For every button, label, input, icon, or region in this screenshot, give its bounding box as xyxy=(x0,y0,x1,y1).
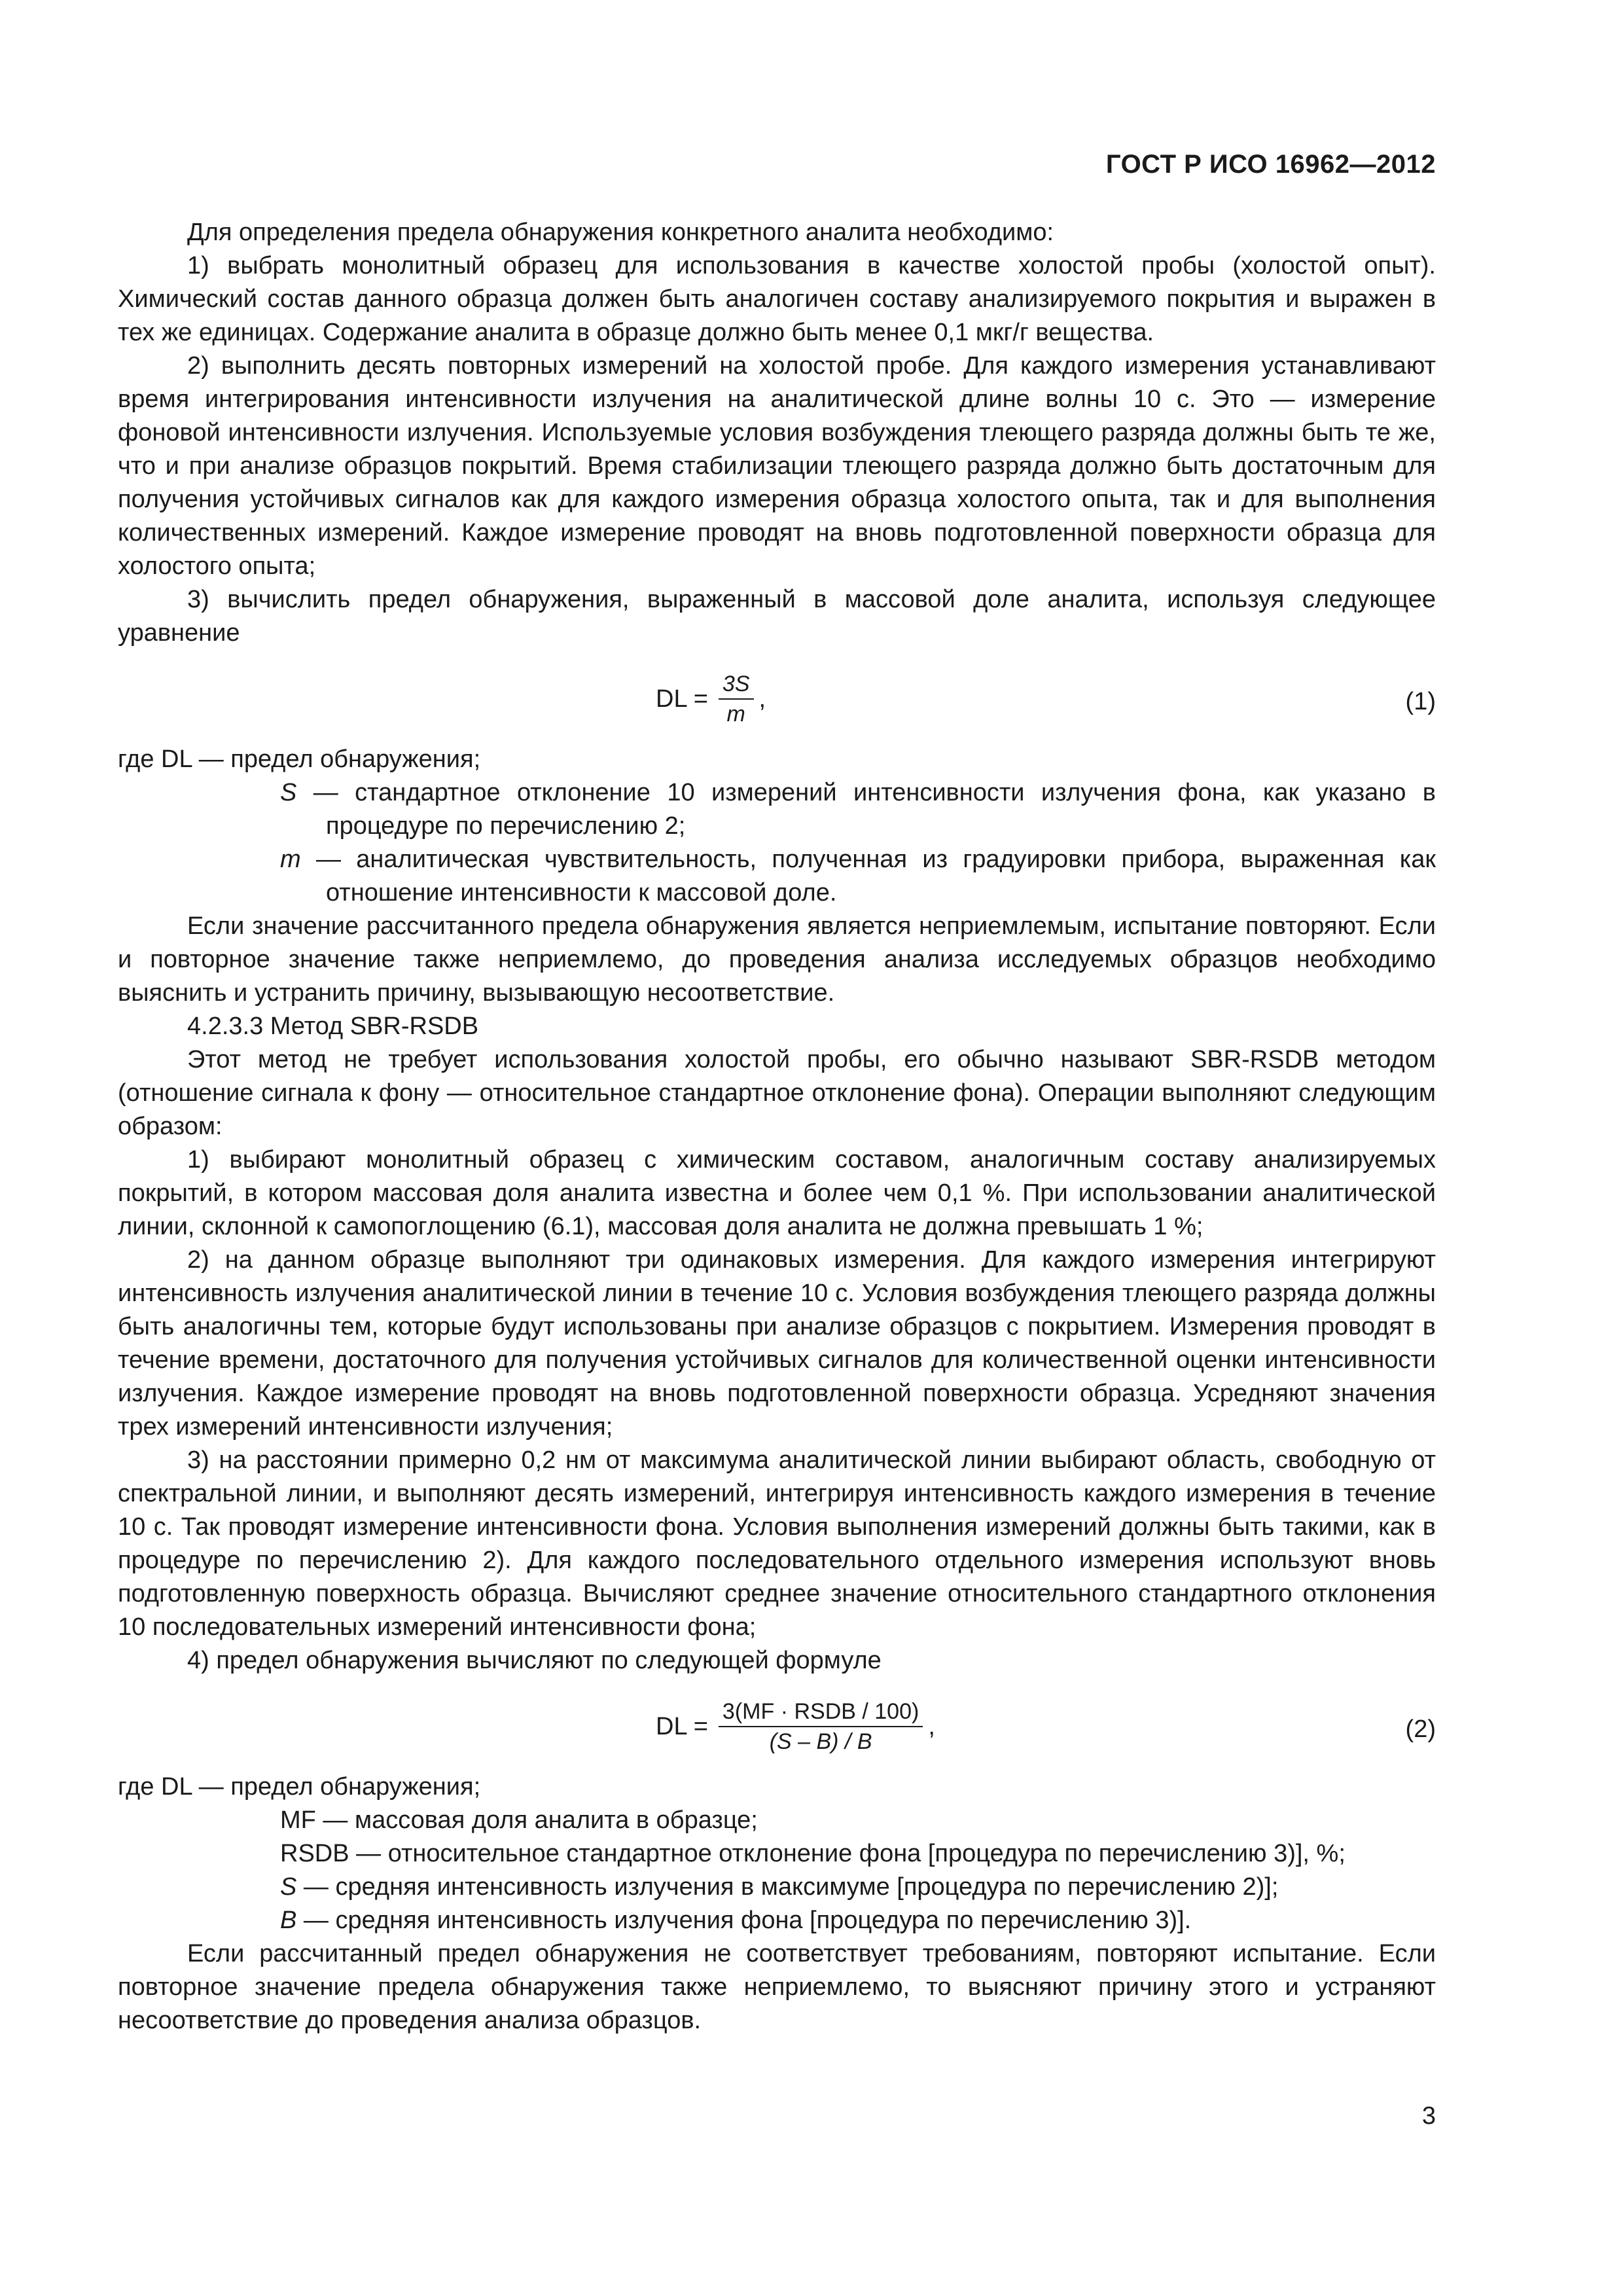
paragraph: Для определения предела обнаружения конкретного аналита необходимо: xyxy=(187,219,1054,246)
definition-s-text: — стандартное отклонение 10 измерений интенсивности излучения фона, как указано в процедуре по перечислению 2; xyxy=(296,779,1436,840)
fraction-bar xyxy=(719,698,754,700)
paragraph: 2) выполнить десять повторных измерений на холостой пробе. Для каждого измерения устанавливают время интегрирования интенсивности излучения на аналитической длине волны 10 с. Это — измерение фоновой интенсивности излучения. Используемые условия возбуждения тлеющего разряда должны быть те же, что и при анализе образцов покрытий. Время стабилизации тлеющего разряда должно быть достаточным для получения устойчивых сигналов как для каждого измерения образца холостого опыта, так и для выполнения количественных измерений. Каждое измерение проводят на вновь подготовленной поверхности образца для холостого опыта; xyxy=(118,352,1436,580)
equation-1-numerator: 3S xyxy=(722,672,750,696)
document-body xyxy=(118,216,1436,2037)
paragraph: 2) на данном образце выполняют три одинаковых измерения. Для каждого измерения интегрируют интенсивность излучения аналитической линии в течение 10 с. Условия возбуждения тлеющего разряда должны быть аналогичны тем, которые будут использованы при анализе образцов с покрытием. Измерения проводят в течение времени, достаточного для получения устойчивых сигналов для количественной оценки интенсивности излучения. Каждое измерение проводят на вновь подготовленной поверхности образца. Усредняют значения трех измерений интенсивности излучения; xyxy=(118,1246,1436,1441)
definition-b-text: — средняя интенсивность излучения фона [процедура по перечислению 3)]. xyxy=(296,1907,1192,1934)
definition-s-2 xyxy=(118,1871,1436,1904)
definition-mf: MF — массовая доля аналита в образце; xyxy=(280,1806,758,1834)
equation-2-comma: , xyxy=(928,1712,935,1740)
paragraph: 3) вычислить предел обнаружения, выраженный в массовой доле аналита, используя следующее уравнение xyxy=(118,586,1436,647)
definition-s2-text: — средняя интенсивность излучения в максимуме [процедура по перечислению 2)]; xyxy=(296,1873,1279,1901)
definition-m xyxy=(118,843,1436,910)
equation-1 xyxy=(118,659,1436,736)
symbol-s: S xyxy=(280,779,297,806)
equation-1-fraction xyxy=(719,671,754,727)
equation-1-body xyxy=(656,671,766,727)
definition-rsdb: RSDB — относительное стандартное отклонение фона [процедура по перечислению 3)], %; xyxy=(280,1840,1346,1867)
definition-dl-2: где DL — предел обнаружения; xyxy=(118,1773,481,1801)
paragraph: 1) выбрать монолитный образец для использования в качестве холостой пробы (холостой опыт). Химический состав данного образца должен быть аналогичен составу анализируемого покрытия и выражен в тех же единицах. Содержание аналита в образце должно быть менее 0,1 мкг/г вещества. xyxy=(118,252,1436,346)
paragraph: 1) выбирают монолитный образец с химическим составом, аналогичным составу анализируемых покрытий, в котором массовая доля аналита известна и более чем 0,1 %. При использовании аналитической линии, склонной к самопоглощению (6.1), массовая доля аналита не должна превышать 1 %; xyxy=(118,1146,1436,1240)
section-heading: 4.2.3.3 Метод SBR-RSDB xyxy=(187,1013,479,1040)
document-number-header: ГОСТ Р ИСО 16962—2012 xyxy=(1105,150,1436,179)
equation-2-numerator: 3(MF · RSDB / 100) xyxy=(722,1699,919,1724)
equation-1-number: (1) xyxy=(1405,688,1436,715)
fraction-bar xyxy=(719,1726,923,1727)
paragraph: 3) на расстоянии примерно 0,2 нм от максимума аналитической линии выбирают область, свободную от спектральной линии, и выполняют десять измерений, интегрируя интенсивность каждого измерения в течение 10 с. Так проводят измерение интенсивности фона. Условия выполнения измерений должны быть такими, как в процедуре по перечислению 2). Для каждого последовательного отдельного измерения используют вновь подготовленную поверхность образца. Вычисляют среднее значение относительного стандартного отклонения 10 последовательных измерений интенсивности фона; xyxy=(118,1446,1436,1641)
equation-2-denominator: (S – B) / B xyxy=(769,1729,872,1754)
paragraph: Если значение рассчитанного предела обнаружения является неприемлемым, испытание повторяют. Если и повторное значение также неприемлемо, до проведения анализа исследуемых образцов необходимо выяснить и устранить причину, вызывающую несоответствие. xyxy=(118,912,1436,1007)
equation-2 xyxy=(118,1687,1436,1764)
definition-m-text: — аналитическая чувствительность, полученная из градуировки прибора, выраженная как отношение интенсивности к массовой доле. xyxy=(300,846,1436,906)
equation-1-comma: , xyxy=(758,685,766,713)
paragraph: Если рассчитанный предел обнаружения не соответствует требованиям, повторяют испытание. Если повторное значение предела обнаружения также неприемлемо, то выясняют причину этого и устраняют несоответствие до проведения анализа образцов. xyxy=(118,1940,1436,2034)
paragraph: 4) предел обнаружения вычисляют по следующей формуле xyxy=(187,1647,882,1674)
equation-2-lhs: DL = xyxy=(656,1712,708,1740)
equation-2-fraction xyxy=(719,1698,923,1755)
symbol-m: m xyxy=(280,846,301,873)
symbol-b: B xyxy=(280,1907,297,1934)
definition-b xyxy=(118,1904,1436,1937)
paragraph: Этот метод не требует использования холостой пробы, его обычно называют SBR-RSDB методом (отношение сигнала к фону — относительное стандартное отклонение фона). Операции выполняют следующим образом: xyxy=(118,1046,1436,1140)
equation-1-denominator: m xyxy=(726,702,745,726)
page-number: 3 xyxy=(1421,2102,1436,2130)
equation-2-body xyxy=(656,1698,935,1755)
symbol-s: S xyxy=(280,1873,297,1901)
equation-1-lhs: DL = xyxy=(656,685,708,713)
definition-s xyxy=(118,776,1436,843)
equation-2-number: (2) xyxy=(1405,1715,1436,1743)
definition-dl: где DL — предел обнаружения; xyxy=(118,745,481,773)
